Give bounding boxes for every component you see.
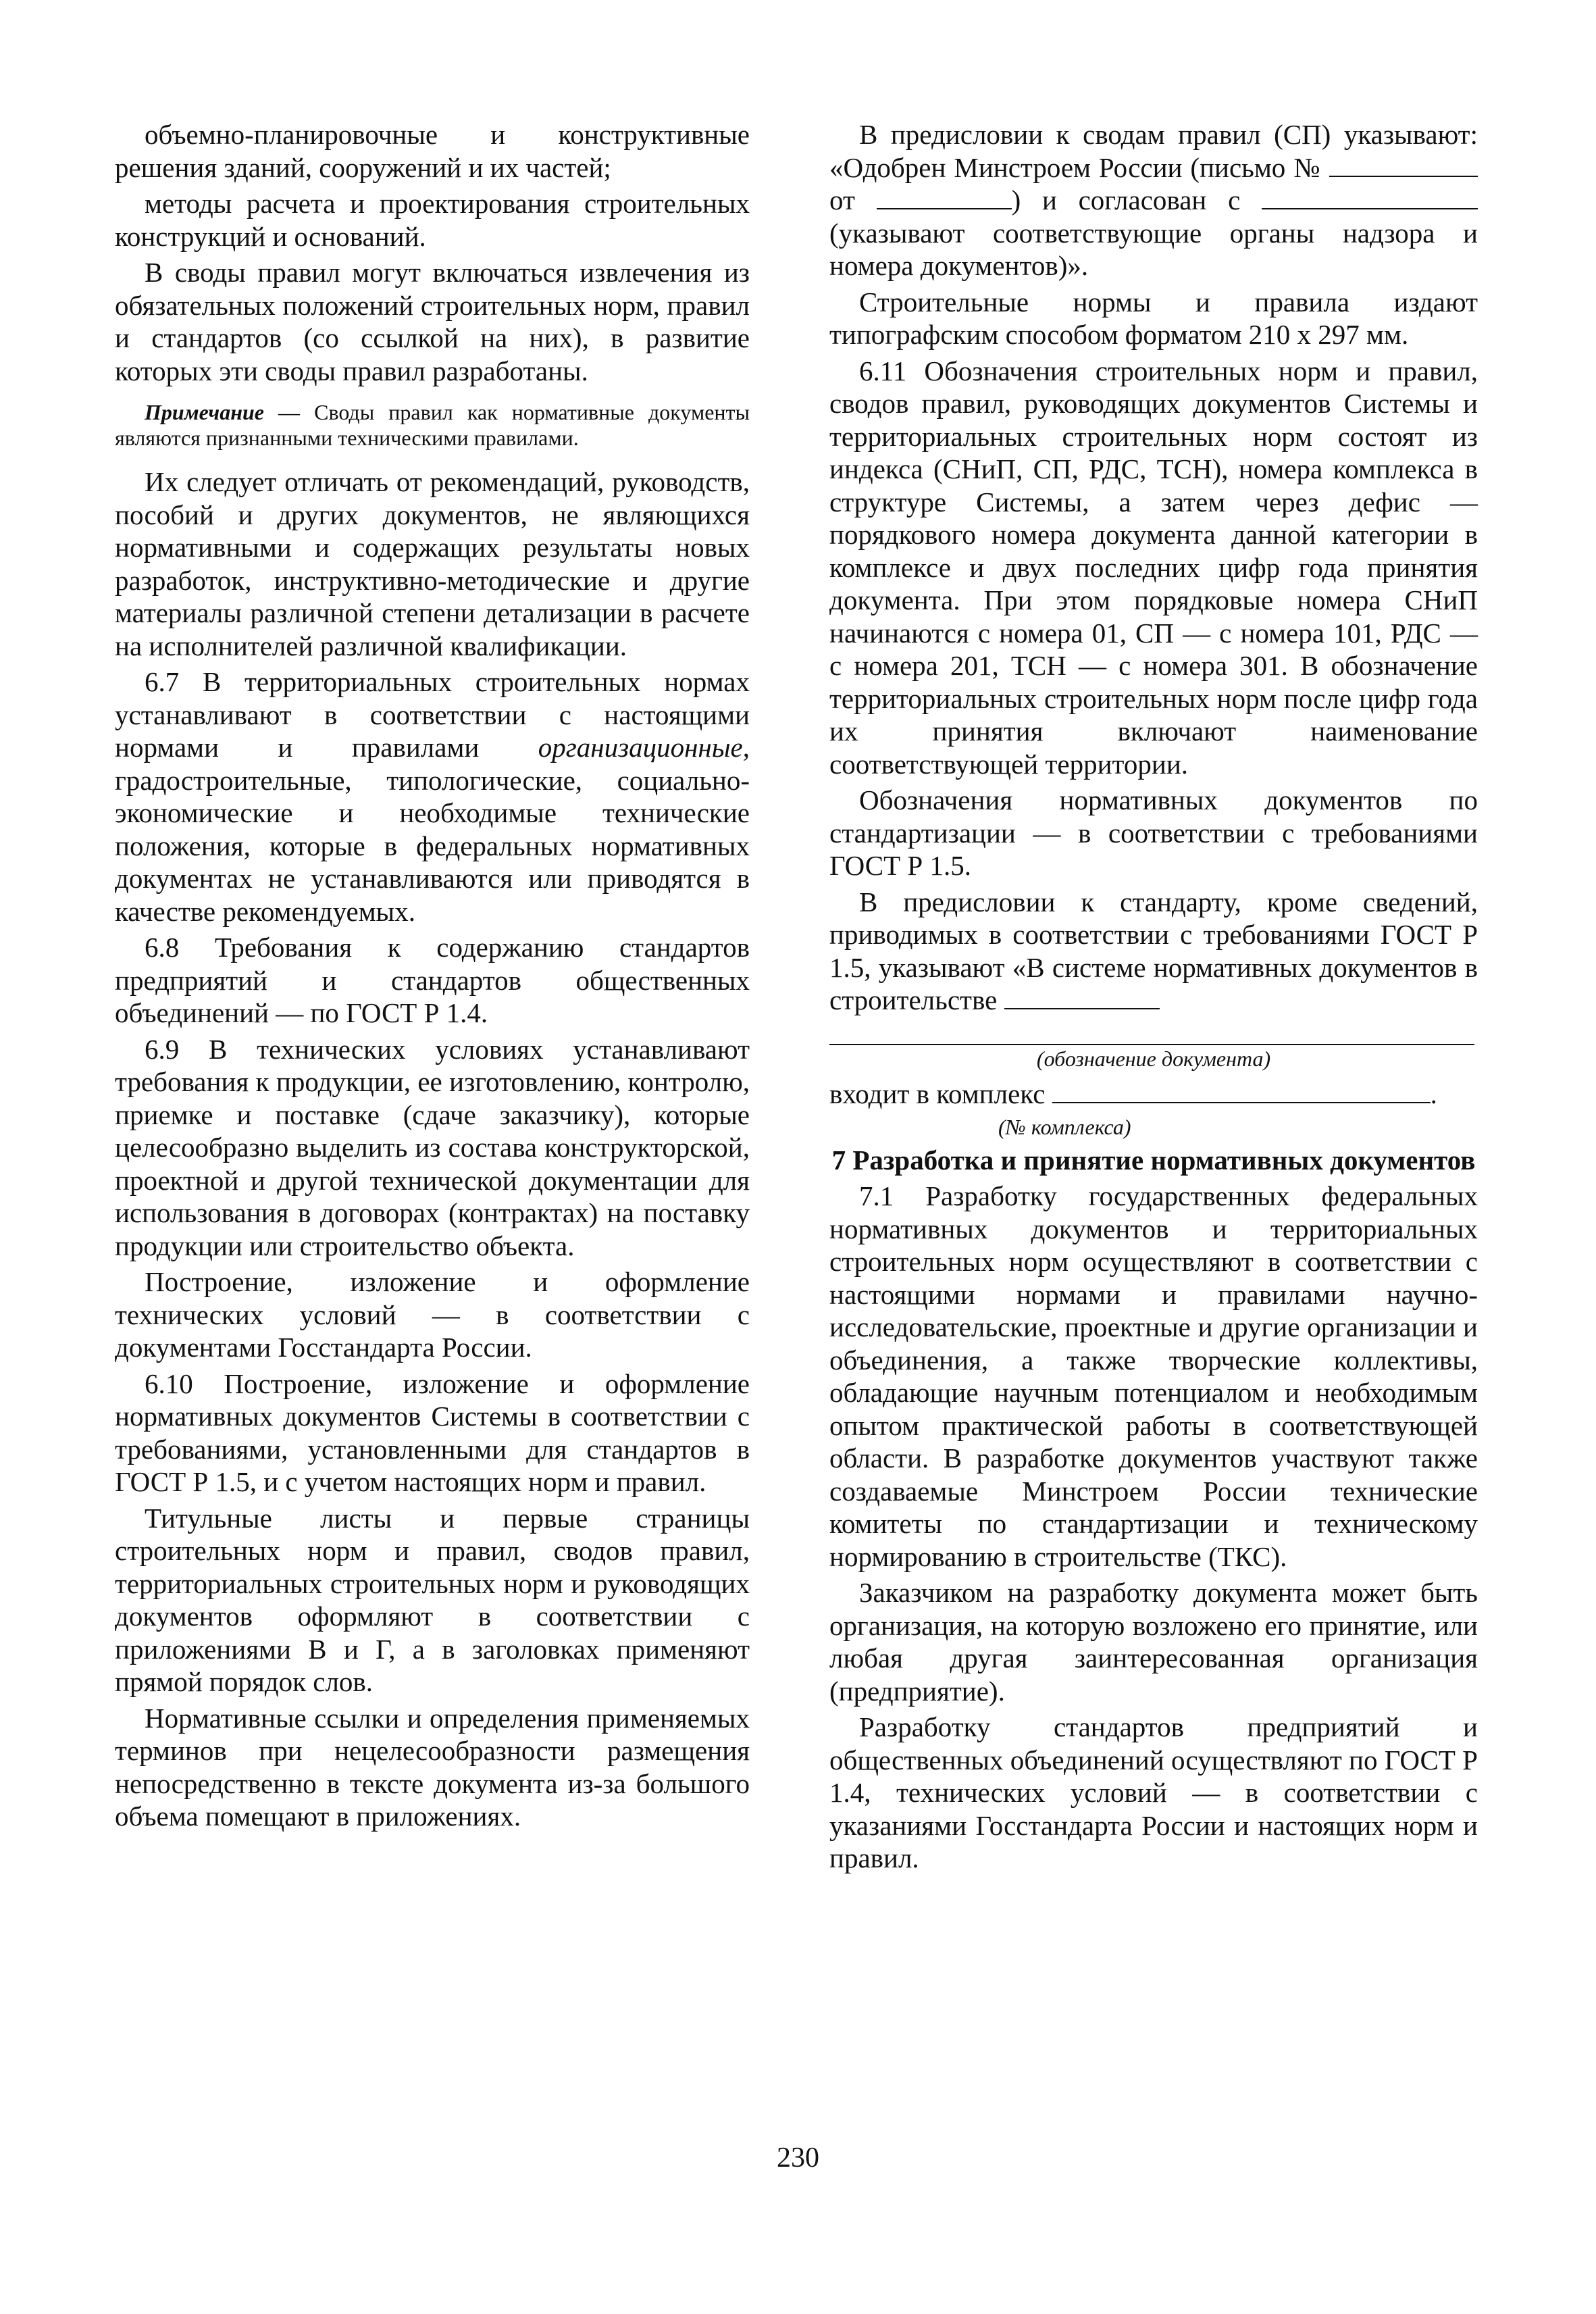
paragraph: объемно-планировочные и конструктивные решения зданий, сооружений и их частей; bbox=[115, 119, 750, 183]
left-column bbox=[115, 118, 750, 1833]
section-heading: 7 Разработка и принятие нормативных документов bbox=[831, 1145, 1476, 1176]
paragraph-preface-sp: В предисловии к сводам правил (СП) указывают: «Одобрен Минстроем России (письмо № от ) и согласован с (указывают соответствующие органы надзора и номера документов)». bbox=[829, 119, 1478, 281]
paragraph: Обозначения нормативных документов по стандартизации — в соответствии с требованиями ГОСТ Р 1.5. bbox=[829, 784, 1478, 881]
note-text: — Своды правил как нормативные документы являются признанными техническими правилами. bbox=[115, 400, 750, 450]
paragraph: Их следует отличать от рекомендаций, руководств, пособий и других документов, не являющихся нормативными и содержащих результаты новых разработок, инструктивно-методические и другие материалы различной степени детализации в расчете на исполнителей различной квалификации. bbox=[115, 466, 750, 661]
paragraph: Титульные листы и первые страницы строительных норм и правил, сводов правил, территориальных строительных норм и руководящих документов оформляют в соответствии с приложениями В и Г, а в заголовках применяют прямой порядок слов. bbox=[115, 1502, 750, 1697]
paragraph-6-11: 6.11 Обозначения строительных норм и правил, сводов правил, руководящих документов Системы и территориальных строительных норм состоят из индекса (СНиП, СП, РДС, ТСН), номера комплекса в структуре Системы, а затем через дефис — порядкового номера документа данной категории в комплексе и двух последних цифр года принятия документа. При этом порядковые номера СНиП начинаются с номера 01, СП — с номера 101, РДС — с номера 201, ТСН — с номера 301. В обозначение территориальных строительных норм после цифр года их принятия включают наименование соответствующей территории. bbox=[829, 355, 1478, 780]
blank-line bbox=[1329, 153, 1478, 177]
paragraph-6-10: 6.10 Построение, изложение и оформление нормативных документов Системы в соответствии с требованиями, установленными для стандартов в ГОСТ Р 1.5, и с учетом настоящих норм и правил. bbox=[115, 1367, 750, 1497]
caption-document: (обозначение документа) bbox=[1036, 1046, 1271, 1071]
paragraph: Заказчиком на разработку документа может быть организация, на которую возложено его принятие, или любая другая заинтересованная организация (предприятие). bbox=[829, 1577, 1478, 1707]
komplex-line: входит в комплекс . bbox=[829, 1078, 1437, 1109]
paragraph: Нормативные ссылки и определения применяемых терминов при нецелесообразности размещения непосредственно в тексте документа из-за большого объема помещают в приложениях. bbox=[115, 1702, 750, 1832]
caption-komplex: (№ комплекса) bbox=[998, 1115, 1131, 1139]
paragraph: Строительные нормы и правила издают типографским способом форматом 210 х 297 мм. bbox=[829, 286, 1478, 350]
paragraph: методы расчета и проектирования строительных конструкций и оснований. bbox=[115, 188, 750, 252]
paragraph-7-1: 7.1 Разработку государственных федеральных нормативных документов и территориальных строительных норм осуществляют в соответствии с настоящими нормами и правилами научно-исследовательские, проектные и другие организации и объединения, а также творческие коллективы, обладающие научным потенциалом и необходимым опытом практической работы в соответствующей области. В разработке документов участвуют также создаваемые Минстроем России технические комитеты по стандартизации и техническому нормированию в строительстве (ТКС). bbox=[829, 1180, 1478, 1572]
paragraph: В своды правил могут включаться извлечения из обязательных положений строительных норм, правил и стандартов (со ссылкой на них), в развитие которых эти своды правил разработаны. bbox=[115, 257, 750, 386]
paragraph: Разработку стандартов предприятий и общественных объединений осуществляют по ГОСТ Р 1.4, технических условий — в соответствии с указаниями Госстандарта России и настоящих норм и правил. bbox=[829, 1711, 1478, 1873]
paragraph-6-9: 6.9 В технических условиях устанавливают требования к продукции, ее изготовлению, контролю, приемке и поставке (сдаче заказчику), которые целесообразно выделить из состава конструкторской, проектной и другой технической документации для использования в договорах (контрактах) на поставку продукции или строительство объекта. bbox=[115, 1033, 750, 1261]
page-number: 230 bbox=[777, 2142, 819, 2173]
note bbox=[115, 399, 750, 451]
paragraph: Построение, изложение и оформление технических условий — в соответствии с документами Госстандарта России. bbox=[115, 1266, 750, 1363]
paragraph-preface-standard: В предисловии к стандарту, кроме сведений, приводимых в соответствии с требованиями ГОСТ Р 1.5, указывают «В системе нормативных документов в строительстве bbox=[829, 886, 1478, 1015]
blank-line bbox=[1004, 985, 1160, 1009]
right-column bbox=[829, 118, 1478, 1875]
blank-line bbox=[877, 185, 1012, 209]
paragraph-6-7: 6.7 В территориальных строительных нормах устанавливают в соответствии с настоящими нормами и правилами организационные, градостроительные, типологические, социально-экономические и необходимые технические положения, которые в федеральных нормативных документах не устанавливаются или приводятся в качестве рекомендуемых. bbox=[115, 666, 750, 927]
blank-line bbox=[1052, 1079, 1431, 1103]
paragraph-6-8: 6.8 Требования к содержанию стандартов предприятий и стандартов общественных объединений — по ГОСТ Р 1.4. bbox=[115, 932, 750, 1028]
blank-line bbox=[1262, 185, 1478, 209]
note-label: Примечание bbox=[145, 400, 264, 424]
blank-line-document bbox=[829, 1017, 1474, 1045]
